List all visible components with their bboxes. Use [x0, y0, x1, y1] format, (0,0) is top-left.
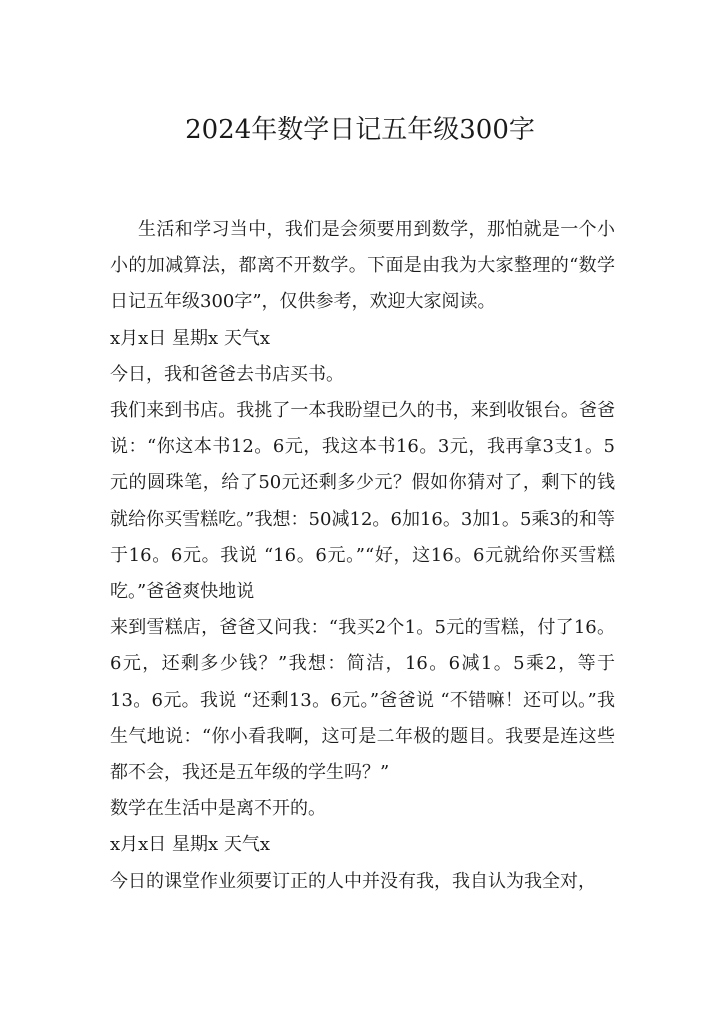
diary-date-line: x月x日 星期x 天气x — [110, 834, 271, 856]
diary-paragraph: 我们来到书店。我挑了一本我盼望已久的书，来到收银台。爸爸说：“你这本书12。6元，我这本书16。3元，我再拿3支1。5元的圆珠笔，给了50元还剩多少元？假如你猜对了，剩下的钱就给你买雪糕吃。”我想：50减12。6加16。3加1。5乘3的和等于16。6元。我说 “16。6元。”“好，这16。6元就给你买雪糕吃。”爸爸爽快地说 — [110, 400, 615, 603]
diary-paragraph: 数学在生活中是离不开的。 — [110, 798, 326, 820]
document-body — [110, 212, 615, 900]
diary-paragraph: 来到雪糕店，爸爸又问我：“我买2个1。5元的雪糕，付了16。6元，还剩多少钱？”我想：简洁，16。6减1。5乘2，等于13。6元。我说 “还剩13。6元。”爸爸说 “不错嘛！还可以。”我生气地说：“你小看我啊，这可是二年极的题目。我要是连这些都不会，我还是五年级的学生吗？” — [110, 617, 615, 784]
diary-paragraph: 今日的课堂作业须要订正的人中并没有我，我自认为我全对， — [110, 870, 596, 892]
diary-paragraph: 今日，我和爸爸去书店买书。 — [110, 363, 344, 385]
document-title: 2024年数学日记五年级300字 — [185, 115, 535, 145]
intro-paragraph: 生活和学习当中，我们是会须要用到数学，那怕就是一个小小的加减算法，都离不开数学。下面是由我为大家整理的“数学日记五年级300字”，仅供参考，欢迎大家阅读。 — [110, 219, 615, 313]
diary-date-line: x月x日 星期x 天气x — [110, 327, 271, 349]
